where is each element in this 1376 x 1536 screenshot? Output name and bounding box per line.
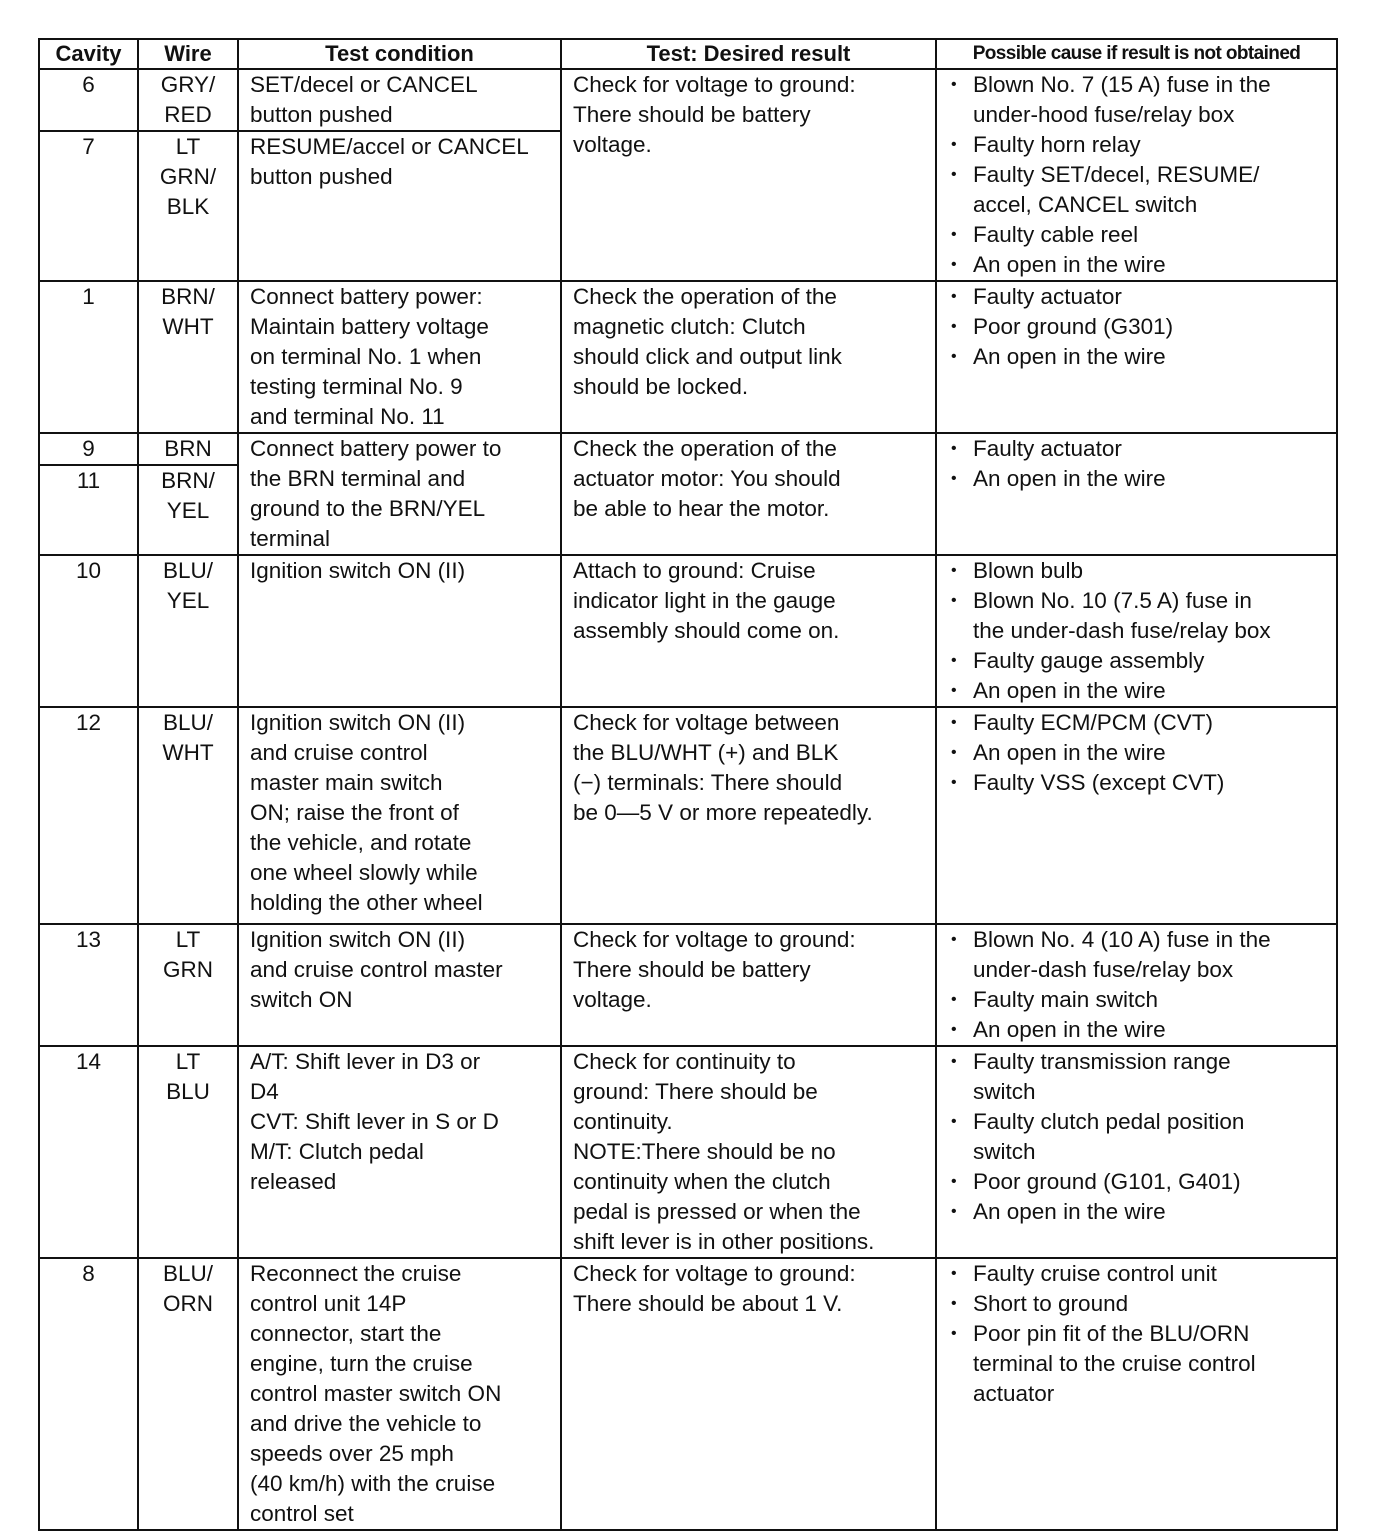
- test-condition-cell: Reconnect the cruise control unit 14P connector, start the engine, turn the cruise control master switch ON and drive the vehicle to speeds over 25 mph (40 km/h) with the cruise control set: [238, 1258, 561, 1530]
- cause-list: [937, 556, 1336, 706]
- cause-item: • Poor pin fit of the BLU/ORN terminal to the cruise control actuator: [951, 1319, 1336, 1409]
- wire-cell: BRN/ WHT: [138, 281, 238, 433]
- cause-item: • Faulty SET/decel, RESUME/ accel, CANCEL switch: [951, 160, 1336, 220]
- cause-list: [937, 1047, 1336, 1227]
- wire-cell: LT BLU: [138, 1046, 238, 1258]
- header-wire: Wire: [138, 39, 238, 69]
- cause-item: • An open in the wire: [951, 342, 1336, 372]
- cavity-cell: 12: [39, 707, 138, 924]
- cavity-cell: 8: [39, 1258, 138, 1530]
- wire-cell: BLU/ WHT: [138, 707, 238, 924]
- cavity-cell: 10: [39, 555, 138, 707]
- cause-item: • Faulty ECM/PCM (CVT): [951, 708, 1336, 738]
- wire-cell: LT GRN: [138, 924, 238, 1046]
- cause-item: • Faulty VSS (except CVT): [951, 768, 1336, 798]
- possible-cause-cell: [936, 707, 1337, 924]
- desired-result-cell: Check the operation of the actuator motor: You should be able to hear the motor.: [561, 433, 936, 555]
- test-condition-cell: Ignition switch ON (II) and cruise control master switch ON: [238, 924, 561, 1046]
- cause-list: [937, 434, 1336, 494]
- cause-list: [937, 70, 1336, 280]
- cavity-cell: 13: [39, 924, 138, 1046]
- desired-result-cell: Check for voltage to ground: There should be battery voltage.: [561, 924, 936, 1046]
- cause-item: • Poor ground (G101, G401): [951, 1167, 1336, 1197]
- cause-item: • Blown bulb: [951, 556, 1336, 586]
- cavity-cell: 11: [39, 465, 138, 555]
- cause-item: • Faulty transmission range switch: [951, 1047, 1336, 1107]
- table-row: [39, 924, 1337, 1046]
- wire-cell: BRN: [138, 433, 238, 465]
- desired-result-cell: Attach to ground: Cruise indicator light in the gauge assembly should come on.: [561, 555, 936, 707]
- wire-test-table: [38, 38, 1338, 1531]
- cause-list: [937, 282, 1336, 372]
- table-row: [39, 555, 1337, 707]
- table-row: [39, 1046, 1337, 1258]
- desired-result-cell: Check for continuity to ground: There should be continuity. NOTE:There should be no continuity when the clutch pedal is pressed or when the shift lever is in other positions.: [561, 1046, 936, 1258]
- header-row: [39, 39, 1337, 69]
- cause-item: • An open in the wire: [951, 738, 1336, 768]
- cause-item: • Faulty actuator: [951, 282, 1336, 312]
- table-row: [39, 69, 1337, 131]
- cavity-cell: 14: [39, 1046, 138, 1258]
- cause-item: • Blown No. 7 (15 A) fuse in the under-hood fuse/relay box: [951, 70, 1336, 130]
- wire-cell: BLU/ YEL: [138, 555, 238, 707]
- wire-cell: GRY/ RED: [138, 69, 238, 131]
- cavity-cell: 1: [39, 281, 138, 433]
- wire-cell: BLU/ ORN: [138, 1258, 238, 1530]
- wire-cell: BRN/ YEL: [138, 465, 238, 555]
- possible-cause-cell: [936, 1046, 1337, 1258]
- test-condition-cell: SET/decel or CANCEL button pushed: [238, 69, 561, 131]
- header-test-condition: Test condition: [238, 39, 561, 69]
- cavity-cell: 9: [39, 433, 138, 465]
- cause-item: • Poor ground (G301): [951, 312, 1336, 342]
- table-row: [39, 281, 1337, 433]
- possible-cause-cell: [936, 433, 1337, 555]
- cavity-cell: 6: [39, 69, 138, 131]
- possible-cause-cell: [936, 69, 1337, 281]
- cause-item: • Faulty cruise control unit: [951, 1259, 1336, 1289]
- cause-item: • Faulty clutch pedal position switch: [951, 1107, 1336, 1167]
- header-cavity: Cavity: [39, 39, 138, 69]
- desired-result-cell: Check for voltage between the BLU/WHT (+) and BLK (−) terminals: There should be 0—5 V or more repeatedly.: [561, 707, 936, 924]
- cause-item: • An open in the wire: [951, 1015, 1336, 1045]
- possible-cause-cell: [936, 281, 1337, 433]
- cause-item: • Faulty actuator: [951, 434, 1336, 464]
- cause-item: • Short to ground: [951, 1289, 1336, 1319]
- cause-item: • An open in the wire: [951, 1197, 1336, 1227]
- test-condition-cell: Connect battery power: Maintain battery voltage on terminal No. 1 when testing terminal No. 9 and terminal No. 11: [238, 281, 561, 433]
- table-row: [39, 707, 1337, 924]
- possible-cause-cell: [936, 555, 1337, 707]
- cause-list: [937, 708, 1336, 798]
- header-desired-result: Test: Desired result: [561, 39, 936, 69]
- cause-item: • An open in the wire: [951, 250, 1336, 280]
- cause-item: • Faulty main switch: [951, 985, 1336, 1015]
- test-condition-cell: Ignition switch ON (II): [238, 555, 561, 707]
- cause-item: • Blown No. 4 (10 A) fuse in the under-dash fuse/relay box: [951, 925, 1336, 985]
- cause-list: [937, 1259, 1336, 1409]
- possible-cause-cell: [936, 1258, 1337, 1530]
- test-condition-cell: Ignition switch ON (II) and cruise control master main switch ON; raise the front of the vehicle, and rotate one wheel slowly while holding the other wheel: [238, 707, 561, 924]
- cause-item: • Faulty horn relay: [951, 130, 1336, 160]
- test-condition-cell: A/T: Shift lever in D3 or D4 CVT: Shift lever in S or D M/T: Clutch pedal released: [238, 1046, 561, 1258]
- possible-cause-cell: [936, 924, 1337, 1046]
- cause-item: • An open in the wire: [951, 464, 1336, 494]
- test-condition-cell: RESUME/accel or CANCEL button pushed: [238, 131, 561, 281]
- table-row: [39, 1258, 1337, 1530]
- cause-item: • Faulty cable reel: [951, 220, 1336, 250]
- desired-result-cell: Check for voltage to ground: There should be battery voltage.: [561, 69, 936, 281]
- desired-result-cell: Check for voltage to ground: There should be about 1 V.: [561, 1258, 936, 1530]
- desired-result-cell: Check the operation of the magnetic clutch: Clutch should click and output link should be locked.: [561, 281, 936, 433]
- cause-item: • An open in the wire: [951, 676, 1336, 706]
- cause-item: • Faulty gauge assembly: [951, 646, 1336, 676]
- header-possible-cause: Possible cause if result is not obtained: [936, 39, 1337, 69]
- table-row: [39, 433, 1337, 465]
- cause-item: • Blown No. 10 (7.5 A) fuse in the under-dash fuse/relay box: [951, 586, 1336, 646]
- cause-list: [937, 925, 1336, 1045]
- cavity-cell: 7: [39, 131, 138, 281]
- wire-cell: LT GRN/ BLK: [138, 131, 238, 281]
- test-condition-cell: Connect battery power to the BRN terminal and ground to the BRN/YEL terminal: [238, 433, 561, 555]
